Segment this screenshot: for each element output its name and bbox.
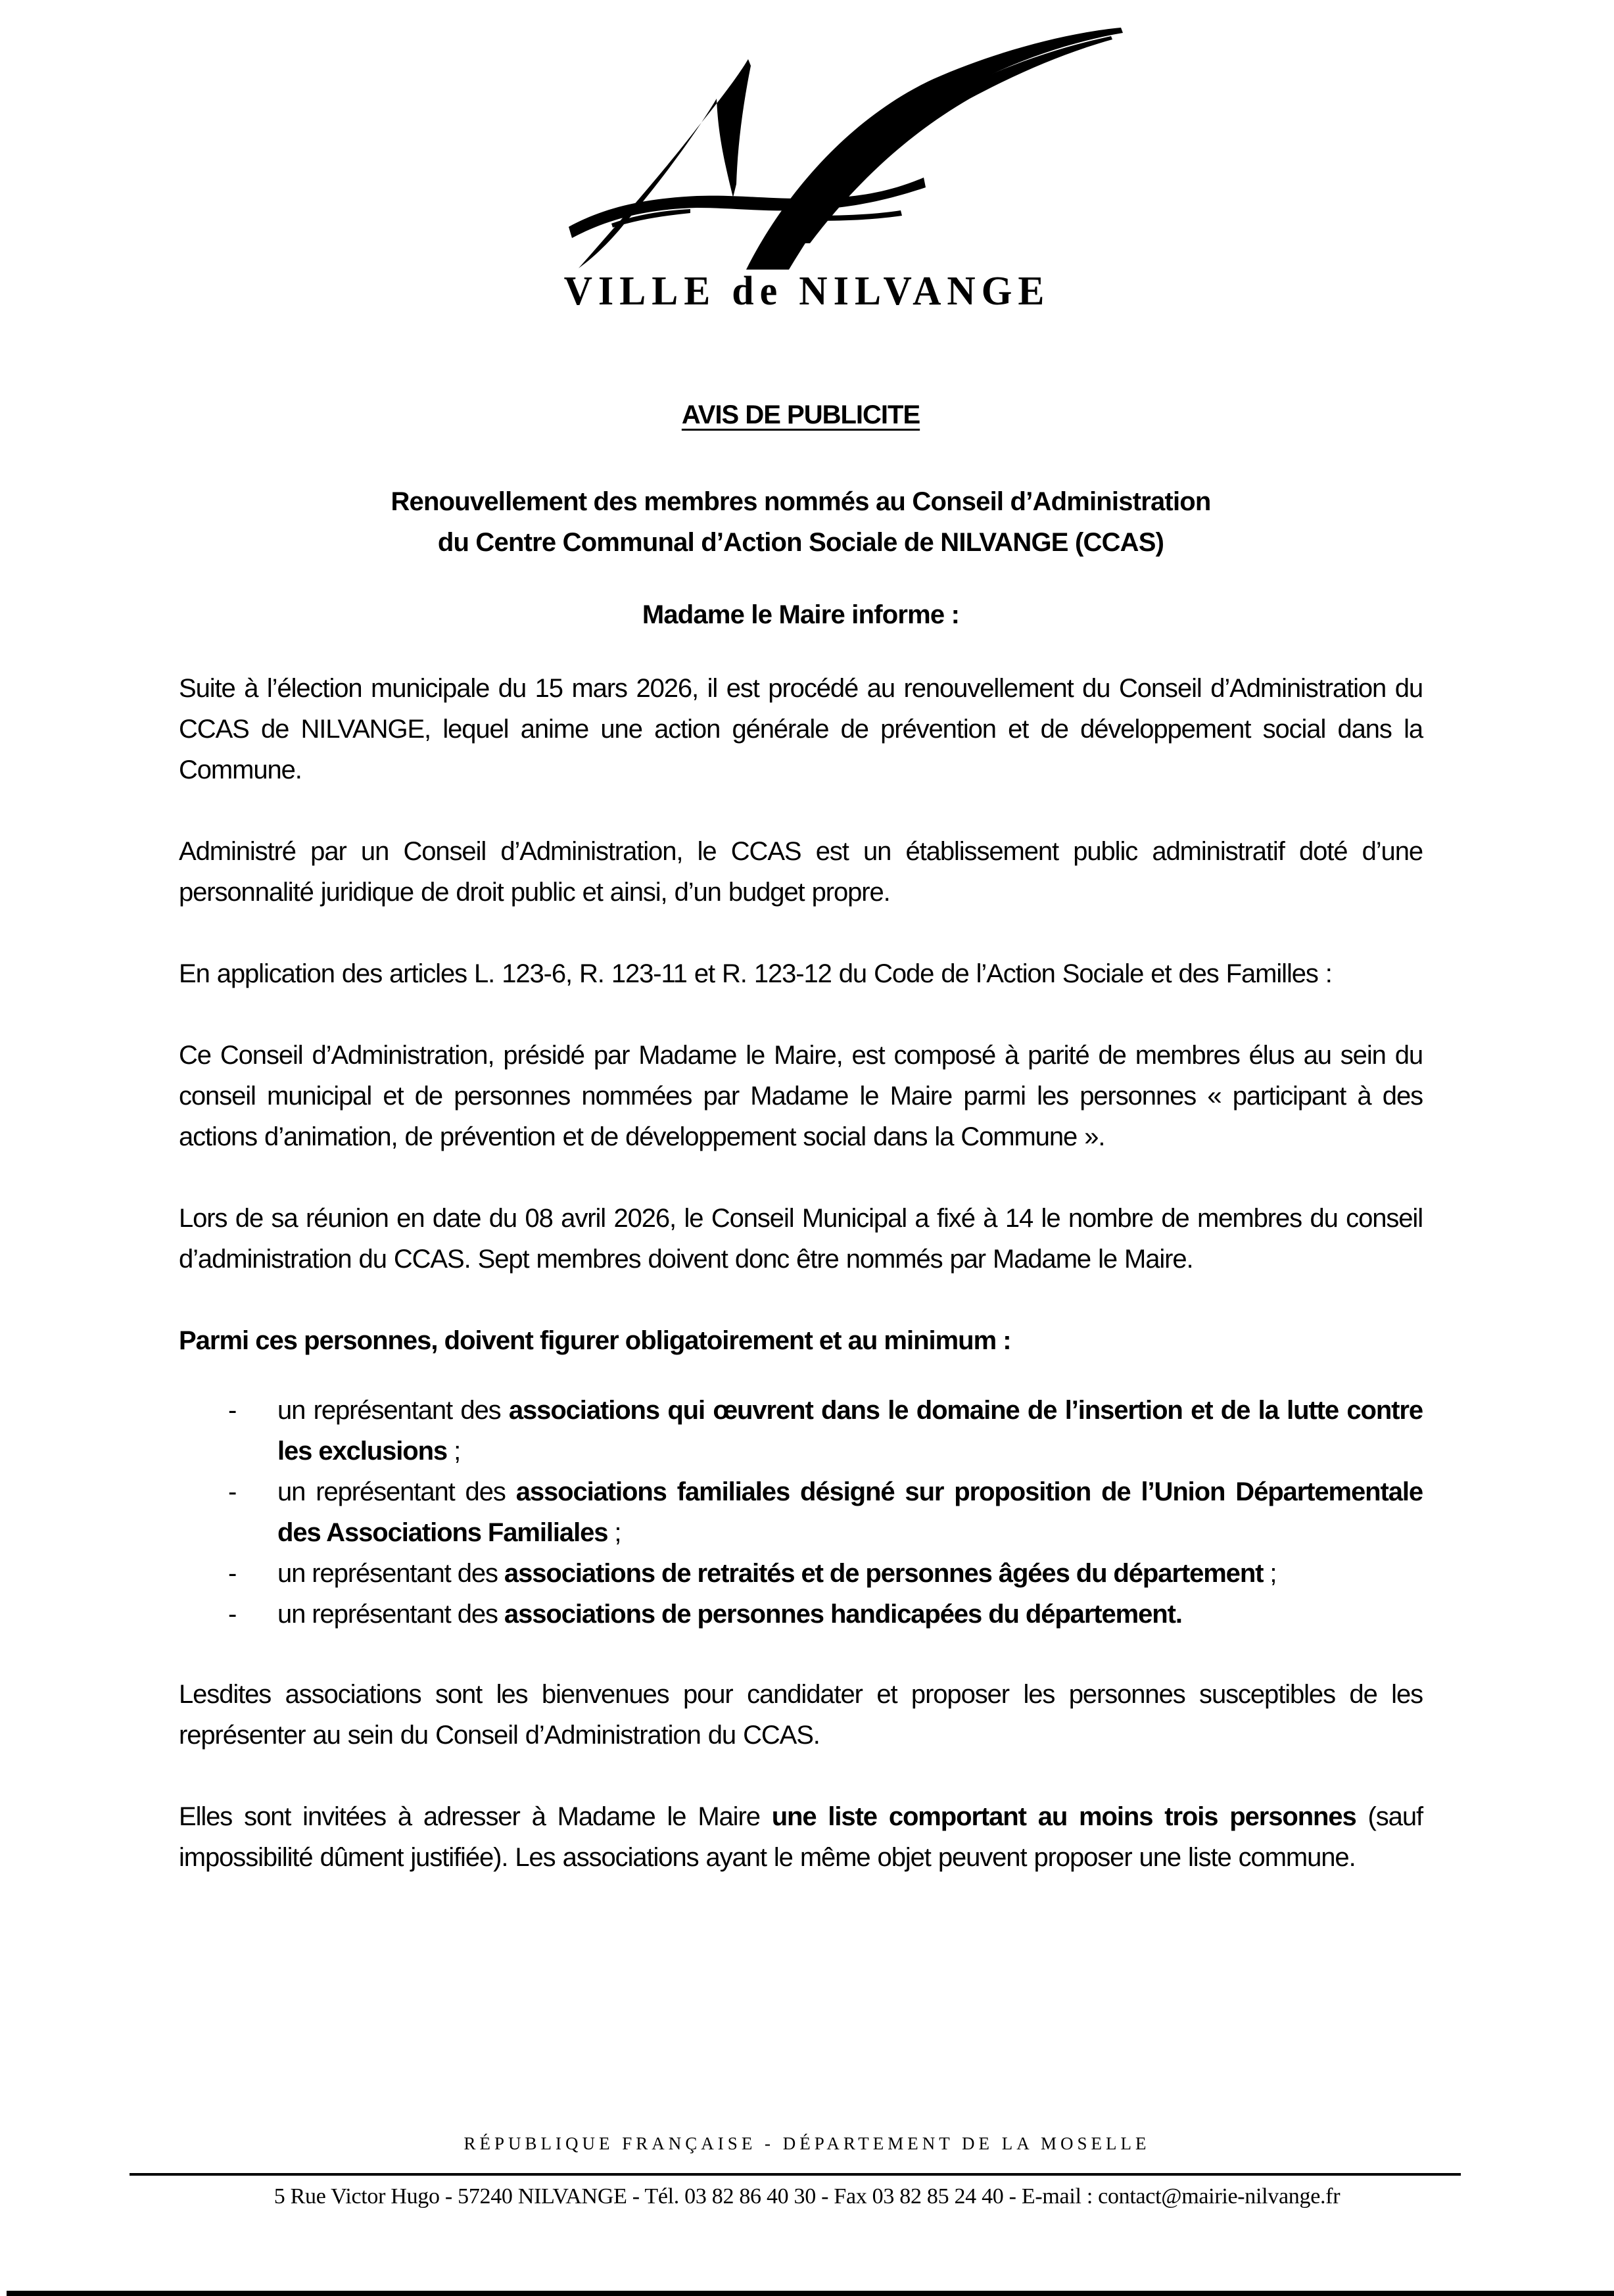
dash-bullet-icon: - — [228, 1396, 237, 1425]
paragraph-council-meeting: Lors de sa réunion en date du 08 avril 2026, le Conseil Municipal a fixé à 14 le nombre de membres du conseil d’administration du CCAS. Sept membres doivent donc être nommés par Madame le Maire. — [179, 1204, 1423, 1274]
footer-divider — [130, 2173, 1461, 2176]
criteria-item — [179, 1390, 1423, 1471]
criteria-bold: associations de retraités et de personnes âgées du département — [504, 1559, 1264, 1588]
notice-subject — [179, 481, 1423, 563]
criteria-lead: Parmi ces personnes, doivent figurer obligatoirement et au minimum : — [179, 1326, 1011, 1355]
nilvange-logo-icon — [565, 26, 1131, 276]
criteria-item — [179, 1471, 1423, 1553]
criteria-prefix: un représentant des — [277, 1559, 504, 1588]
paragraph-administration: Administré par un Conseil d’Administration, le CCAS est un établissement public administratif doté d’une personnalité juridique de droit public et ainsi, d’un budget propre. — [179, 837, 1423, 907]
paragraph-election: Suite à l’élection municipale du 15 mars 2026, il est procédé au renouvellement du Conseil d’Administration du CCAS de NILVANGE, lequel anime une action générale de prévention et de développement social dans la Commune. — [179, 674, 1423, 784]
notice-type-heading: AVIS DE PUBLICITE — [681, 400, 920, 429]
dash-bullet-icon: - — [228, 1477, 237, 1506]
mayor-intro: Madame le Maire informe : — [642, 600, 960, 629]
list-request-bold: une liste comportant au moins trois personnes — [771, 1802, 1356, 1831]
paragraph-legal-articles: En application des articles L. 123-6, R. 123-11 et R. 123-12 du Code de l’Action Sociale et des Familles : — [179, 959, 1332, 988]
page-bottom-border — [7, 2291, 1614, 2296]
criteria-suffix: ; — [447, 1437, 461, 1466]
criteria-bold: associations de personnes handicapées du département. — [504, 1600, 1182, 1629]
dash-bullet-icon: - — [228, 1600, 237, 1629]
criteria-list — [179, 1390, 1423, 1635]
city-name-title: VILLE de NILVANGE — [563, 268, 1051, 314]
paragraph-associations-welcome: Lesdites associations sont les bienvenues pour candidater et proposer les personnes susceptibles de les représenter au sein du Conseil d’Administration du CCAS. — [179, 1680, 1423, 1750]
notice-content — [179, 395, 1423, 1878]
criteria-item — [179, 1594, 1423, 1635]
criteria-prefix: un représentant des — [277, 1477, 516, 1506]
criteria-suffix: ; — [1263, 1559, 1277, 1588]
criteria-prefix: un représentant des — [277, 1396, 509, 1425]
criteria-suffix: ; — [607, 1518, 621, 1547]
criteria-bold: associations familiales désigné sur proposition de l’Union Départementale des Associations Familiales — [277, 1477, 1423, 1547]
footer-address: 5 Rue Victor Hugo - 57240 NILVANGE - Tél. 03 82 86 40 30 - Fax 03 82 85 24 40 - E-mail : contact@mairie-nilvange.fr — [273, 2184, 1341, 2209]
paragraph-composition: Ce Conseil d’Administration, présidé par Madame le Maire, est composé à parité de membres élus au sein du conseil municipal et de personnes nommées par Madame le Maire parmi les personnes « participant à des actions d’animation, de prévention et de développement social dans la Commune ». — [179, 1041, 1423, 1151]
footer-republique: RÉPUBLIQUE FRANÇAISE - DÉPARTEMENT DE LA MOSELLE — [463, 2134, 1151, 2153]
criteria-prefix: un représentant des — [277, 1600, 504, 1629]
list-request-suffix: (sauf impossibilité dûment justifiée). Les associations ayant le même objet peuvent proposer une liste commune. — [179, 1802, 1423, 1872]
subject-line-1: Renouvellement des membres nommés au Conseil d’Administration — [391, 487, 1211, 516]
dash-bullet-icon: - — [228, 1559, 237, 1588]
criteria-bold: associations qui œuvrent dans le domaine de l’insertion et de la lutte contre les exclusions — [277, 1396, 1423, 1466]
criteria-item — [179, 1553, 1423, 1594]
list-request-prefix: Elles sont invitées à adresser à Madame le Maire — [179, 1802, 772, 1831]
paragraph-list-request — [179, 1796, 1423, 1878]
subject-line-2: du Centre Communal d’Action Sociale de NILVANGE (CCAS) — [437, 528, 1164, 557]
